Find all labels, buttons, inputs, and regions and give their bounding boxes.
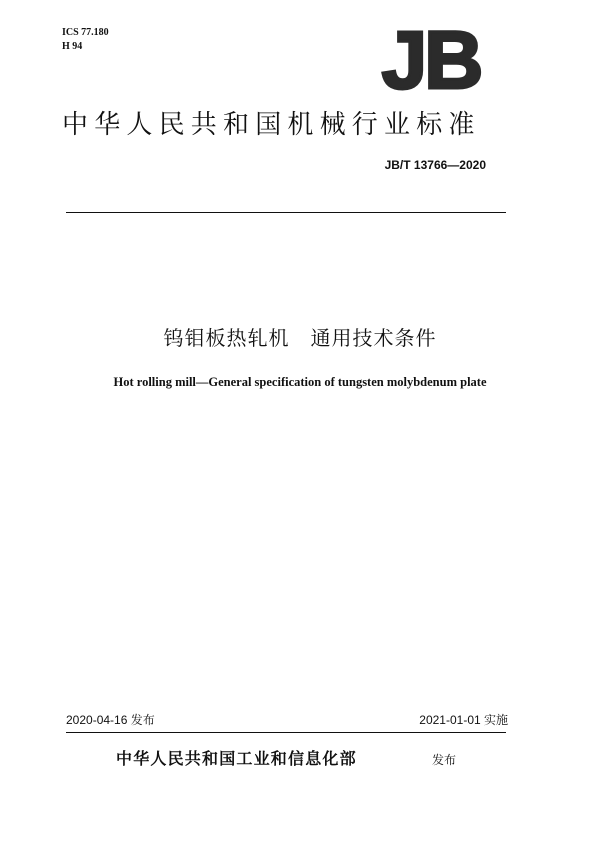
document-title-en: Hot rolling mill—General specification of tungsten molybdenum plate <box>113 375 487 389</box>
issue-date: 2020-04-16 发布 <box>66 713 155 727</box>
classification-code: H 94 <box>62 41 83 52</box>
document-title-cn: 钨钼板热轧机 通用技术条件 <box>163 326 437 350</box>
jb-logo-text: JB <box>381 20 481 94</box>
implementation-date: 2021-01-01 实施 <box>419 713 508 727</box>
jb-logo <box>378 20 484 94</box>
ics-code: ICS 77.180 <box>62 27 109 38</box>
bottom-divider <box>66 732 506 733</box>
publisher-suffix: 发布 <box>432 753 457 767</box>
standard-number: JB/T 13766—2020 <box>384 158 486 172</box>
top-divider <box>66 212 506 213</box>
publisher: 中华人民共和国工业和信息化部 <box>116 749 357 768</box>
standard-title: 中华人民共和国机械行业标准 <box>62 110 481 140</box>
